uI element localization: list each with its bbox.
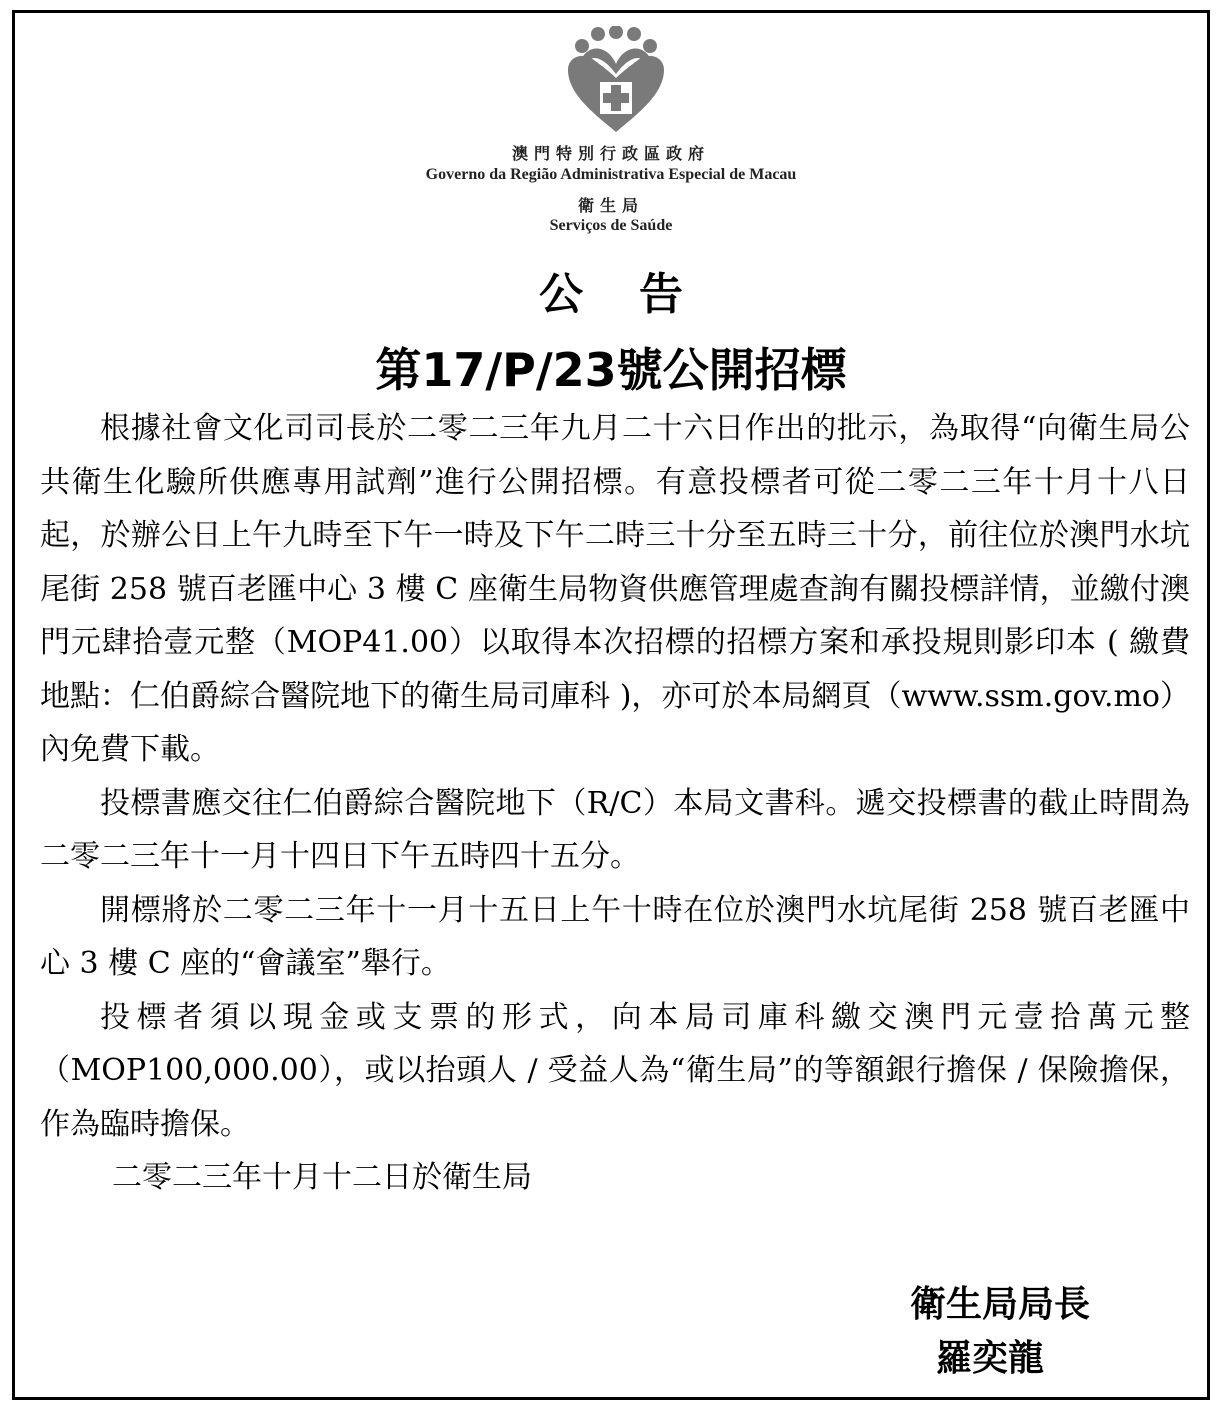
notice-title: 公告 [539, 269, 739, 320]
heart-cross-icon [560, 26, 672, 136]
paragraph-submission-deadline: 投標書應交往仁伯爵綜合醫院地下（R/C）本局文書科。遞交投標書的截止時間為二零二三年十一月十四日下午五時四十五分。 [40, 785, 1190, 874]
paragraph-guarantee: 投標者須以現金或支票的形式，向本局司庫科繳交澳門元壹拾萬元整（MOP100,000.00），或以抬頭人 / 受益人為“衛生局”的等額銀行擔保 / 保險擔保，作為臨時擔保。 [40, 999, 1190, 1142]
health-services-logo [560, 26, 672, 136]
government-name-chinese: 澳門特別行政區政府 [511, 144, 710, 163]
notice-body [40, 402, 1190, 1205]
department-name-chinese: 衛生局 [577, 196, 644, 215]
signatory-position: 衛生局局長 [909, 1283, 1090, 1325]
paragraph-tender-details: 根據社會文化司司長於二零二三年九月二十六日作出的批示，為取得“向衛生局公共衛生化驗所供應專用試劑”進行公開招標。有意投標者可從二零二三年十月十八日起，於辦公日上午九時至下午一時及下午二時三十分至五時三十分，前往位於澳門水坑尾街 258 號百老匯中心 3 樓 C 座衛生局物資供應管理處查詢有關投標詳情，並繳付澳門元肆拾壹元整（MOP41.00）以取得本次招標的招標方案和承投規則影印本 ( 繳費地點：仁伯爵綜合醫院地下的衛生局司庫科 )，亦可於本局網頁（www.ssm.gov.mo）內免費下載。 [40, 411, 1190, 767]
department-name-portuguese: Serviços de Saúde [549, 217, 673, 234]
tender-number-title: 第17/P/23號公開招標 [375, 343, 847, 397]
paragraph-opening: 開標將於二零二三年十一月十五日上午十時在位於澳門水坑尾街 258 號百老匯中心 3 樓 C 座的“會議室”舉行。 [40, 892, 1190, 981]
date-line: 二零二三年十月十二日於衛生局 [112, 1160, 532, 1195]
government-name-portuguese: Governo da Região Administrativa Especial de Macau [425, 166, 797, 183]
signatory-name: 羅奕龍 [935, 1337, 1044, 1379]
